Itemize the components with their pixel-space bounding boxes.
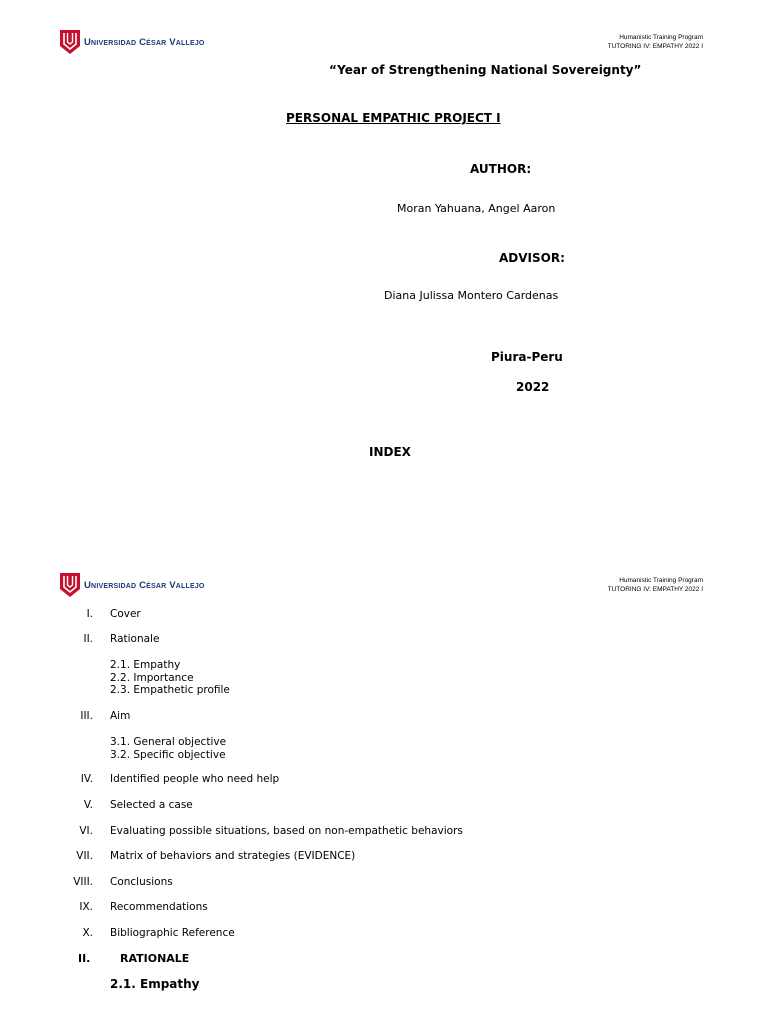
cover-year: 2022 [516, 380, 550, 394]
author-name: Moran Yahuana, Angel Aaron [397, 202, 556, 215]
toc-entry-rationale: Rationale [110, 633, 160, 645]
university-logo-text: Universidad César Vallejo [84, 579, 205, 591]
subsection-heading: 2.1. Empathy [110, 977, 200, 991]
university-logo [60, 573, 205, 597]
project-title: PERSONAL EMPATHIC PROJECT I [286, 111, 501, 125]
page-header-right [608, 576, 703, 594]
ucv-shield-icon [60, 30, 80, 54]
toc-entry-bibliography: Bibliographic Reference [110, 927, 235, 939]
toc-number: IV. [80, 773, 93, 785]
toc-entry-aim: Aim [110, 710, 131, 722]
university-logo-text: Universidad César Vallejo [84, 36, 205, 48]
toc-number: III. [80, 710, 93, 722]
toc-number: V. [83, 799, 93, 811]
toc-entry-cover: Cover [110, 608, 141, 620]
author-label: AUTHOR: [470, 162, 532, 176]
toc-entry-recommendations: Recommendations [110, 901, 208, 913]
toc-number: VI. [79, 825, 93, 837]
program-name: Humanistic Training Program [619, 34, 703, 41]
toc-subentry: 3.1. General objective [110, 736, 227, 748]
toc-number: I. [86, 608, 93, 620]
toc-subentry: 2.1. Empathy [110, 659, 181, 671]
toc-number: IX. [79, 901, 93, 913]
course-name: TUTORING IV: EMPATHY 2022 I [607, 43, 703, 50]
section-number: II. [78, 952, 91, 965]
toc-entry-evaluating-situations: Evaluating possible situations, based on non-empathetic behaviors [110, 825, 463, 837]
toc-number: II. [83, 633, 93, 645]
toc-entry-matrix: Matrix of behaviors and strategies (EVIDENCE) [110, 850, 356, 862]
toc-entry-selected-case: Selected a case [110, 799, 193, 811]
place: Piura-Peru [491, 350, 563, 364]
toc-subentry: 3.2. Specific objective [110, 748, 226, 761]
toc-number: VII. [76, 850, 93, 862]
advisor-label: ADVISOR: [499, 251, 565, 265]
university-logo [60, 30, 205, 54]
program-name: Humanistic Training Program [619, 577, 703, 584]
index-heading: INDEX [369, 445, 411, 459]
toc-number: VIII. [73, 876, 93, 888]
toc-entry-conclusions: Conclusions [110, 876, 173, 888]
advisor-name: Diana Julissa Montero Cardenas [384, 289, 559, 302]
toc-entry-identified-people: Identified people who need help [110, 773, 280, 785]
toc-subentry: 2.2. Importance [110, 671, 194, 684]
section-title: RATIONALE [120, 952, 190, 965]
toc-number: X. [82, 927, 93, 939]
ucv-shield-icon [60, 573, 80, 597]
course-name: TUTORING IV: EMPATHY 2022 I [607, 586, 703, 593]
toc-subentry: 2.3. Empathetic profile [110, 684, 230, 696]
page-header-right [608, 33, 703, 51]
year-motto: “Year of Strengthening National Sovereignty” [329, 63, 642, 77]
